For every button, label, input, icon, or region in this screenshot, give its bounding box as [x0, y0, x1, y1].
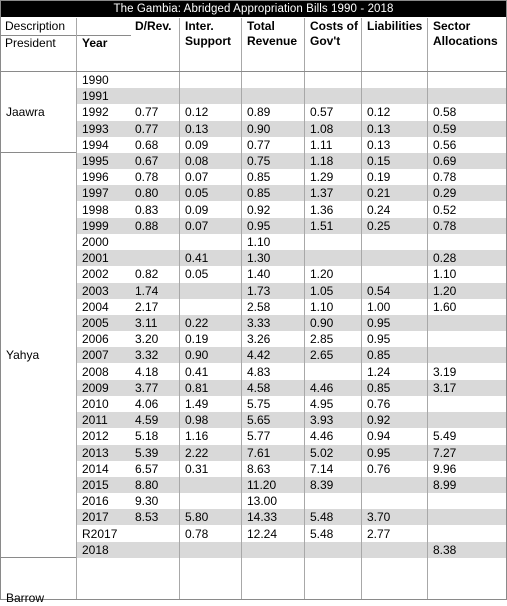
table-row — [76, 299, 506, 315]
table-row — [76, 526, 506, 542]
sector-cell: 1.60 — [433, 299, 457, 314]
table-row — [76, 331, 506, 347]
drev-cell: 8.53 — [135, 510, 159, 525]
table-grid — [1, 18, 506, 605]
drev-cell: 5.18 — [135, 429, 159, 444]
liabilities-cell — [363, 266, 367, 282]
total-revenue-cell: 11.20 — [247, 478, 277, 492]
inter-support-cell: 5.80 — [185, 510, 209, 525]
header-president: President — [5, 36, 56, 50]
total-revenue-cell: 0.95 — [247, 218, 271, 233]
total-revenue-cell — [243, 72, 247, 88]
costs-cell: 4.46 — [310, 429, 334, 444]
costs-cell — [306, 234, 310, 250]
inter-support-cell: 0.09 — [185, 202, 209, 217]
year-cell: 2018 — [82, 542, 109, 557]
sector-cell: 1.20 — [433, 283, 457, 298]
year-cell: 2010 — [82, 397, 109, 411]
total-revenue-cell: 5.77 — [247, 429, 271, 444]
table-row — [76, 493, 506, 509]
total-revenue-cell: 0.77 — [247, 137, 271, 152]
table-row — [76, 364, 506, 380]
year-cell: 2007 — [82, 348, 109, 363]
year-cell: 1996 — [82, 170, 109, 185]
costs-cell: 2.85 — [310, 332, 334, 347]
costs-cell: 5.02 — [310, 445, 334, 460]
table-row — [76, 445, 506, 461]
table-row — [76, 461, 506, 477]
costs-cell — [306, 364, 310, 380]
liabilities-cell: 1.00 — [367, 299, 391, 314]
sector-cell — [429, 331, 433, 347]
sector-cell: 5.49 — [433, 429, 457, 444]
sector-cell — [429, 315, 433, 331]
inter-support-cell — [181, 542, 185, 558]
drev-cell: 4.18 — [135, 364, 159, 379]
table-row — [76, 412, 506, 428]
drev-cell: 0.77 — [135, 121, 159, 136]
total-revenue-cell: 3.26 — [247, 332, 271, 347]
sector-cell: 0.56 — [433, 137, 457, 152]
drev-cell: 0.88 — [135, 218, 159, 233]
table-row — [76, 477, 506, 493]
inter-support-cell — [181, 477, 185, 493]
costs-cell: 1.18 — [310, 154, 334, 168]
liabilities-cell: 0.95 — [367, 445, 391, 460]
drev-cell: 0.78 — [135, 170, 159, 185]
column-divider — [361, 18, 362, 599]
sector-cell — [429, 412, 433, 428]
drev-cell — [131, 72, 135, 88]
year-cell: 2008 — [82, 364, 109, 379]
header-inter-support: Inter. Support — [185, 19, 231, 48]
inter-support-cell: 0.31 — [185, 461, 209, 476]
total-revenue-cell: 12.24 — [247, 526, 278, 541]
inter-support-cell: 0.98 — [185, 413, 209, 428]
total-revenue-cell: 0.85 — [247, 170, 271, 185]
president-name: Barrow — [6, 591, 45, 605]
table-row — [76, 88, 506, 104]
year-cell: 2003 — [82, 283, 109, 298]
year-cell: 2016 — [82, 494, 109, 509]
drev-cell — [131, 88, 135, 104]
table-row — [76, 315, 506, 331]
liabilities-cell: 3.70 — [367, 510, 391, 525]
costs-cell: 1.05 — [310, 283, 334, 298]
drev-cell — [131, 526, 135, 542]
president-group-jaawra — [1, 71, 76, 153]
liabilities-cell: 0.21 — [367, 186, 391, 201]
year-cell: 1999 — [82, 218, 109, 233]
sector-cell: 3.19 — [433, 364, 457, 379]
total-revenue-cell — [243, 542, 247, 558]
sector-cell — [429, 526, 433, 542]
year-cell: 2012 — [82, 429, 109, 444]
table-row — [76, 509, 506, 525]
costs-cell: 3.93 — [310, 413, 334, 428]
sector-cell — [429, 347, 433, 363]
year-cell: 2011 — [82, 413, 108, 428]
sector-cell — [429, 509, 433, 525]
costs-cell: 1.08 — [310, 121, 334, 136]
table-row — [76, 185, 506, 201]
liabilities-cell: 0.15 — [367, 154, 391, 168]
costs-cell — [306, 542, 310, 558]
costs-cell: 1.20 — [310, 267, 334, 282]
total-revenue-cell: 0.75 — [247, 154, 271, 168]
total-revenue-cell: 5.75 — [247, 397, 271, 411]
drev-cell: 1.74 — [135, 283, 159, 298]
liabilities-cell: 0.92 — [367, 413, 391, 428]
total-revenue-cell: 7.61 — [247, 445, 271, 460]
sector-cell: 0.69 — [433, 154, 457, 168]
sector-cell: 8.99 — [433, 478, 457, 492]
sector-cell: 9.96 — [433, 461, 457, 476]
header-costs-of-govt: Costs of Gov't — [310, 19, 358, 48]
year-cell: 2015 — [82, 478, 109, 492]
liabilities-cell: 0.13 — [367, 121, 391, 136]
sector-cell: 0.58 — [433, 105, 457, 120]
inter-support-cell: 0.05 — [185, 267, 209, 282]
inter-support-cell: 0.13 — [185, 121, 209, 136]
costs-cell: 1.51 — [310, 218, 334, 233]
liabilities-cell: 2.77 — [367, 526, 391, 541]
drev-cell: 4.59 — [135, 413, 159, 428]
liabilities-cell: 0.13 — [367, 137, 391, 152]
drev-cell: 0.83 — [135, 202, 159, 217]
drev-cell — [131, 250, 135, 266]
table-row — [76, 283, 506, 299]
total-revenue-cell: 1.30 — [247, 251, 271, 266]
inter-support-cell: 0.07 — [185, 218, 209, 233]
header-divider — [1, 35, 131, 36]
table-row — [76, 542, 506, 558]
costs-cell: 4.46 — [310, 380, 334, 395]
column-divider — [304, 18, 305, 599]
total-revenue-cell: 0.89 — [247, 105, 271, 120]
table-row — [76, 153, 506, 169]
table-row — [76, 121, 506, 137]
costs-cell — [306, 72, 310, 88]
liabilities-cell — [363, 493, 367, 509]
sector-cell: 3.17 — [433, 380, 457, 395]
drev-cell: 3.77 — [135, 380, 159, 395]
costs-cell: 1.11 — [310, 137, 333, 152]
inter-support-cell: 1.16 — [185, 429, 209, 444]
drev-cell: 0.80 — [135, 186, 159, 201]
header-liabilities: Liabilities — [367, 19, 423, 33]
liabilities-cell — [363, 477, 367, 493]
liabilities-cell: 0.94 — [367, 429, 391, 444]
table-row — [76, 218, 506, 234]
sector-cell: 8.38 — [433, 542, 457, 557]
liabilities-cell — [363, 250, 367, 266]
drev-cell: 0.82 — [135, 267, 159, 282]
liabilities-cell: 0.54 — [367, 283, 391, 298]
year-cell: 2002 — [82, 267, 109, 282]
costs-cell: 5.48 — [310, 510, 334, 525]
total-revenue-cell — [243, 88, 247, 104]
liabilities-cell — [363, 72, 367, 88]
inter-support-cell — [181, 493, 185, 509]
table-row — [76, 380, 506, 396]
sector-cell — [429, 88, 433, 104]
table-row — [76, 202, 506, 218]
president-name: Jaawra — [6, 105, 45, 119]
sector-cell — [429, 72, 433, 88]
year-cell: 2006 — [82, 332, 109, 347]
year-cell: 1991 — [82, 89, 109, 104]
inter-support-cell — [181, 72, 185, 88]
costs-cell — [306, 88, 310, 104]
inter-support-cell: 0.41 — [185, 251, 209, 266]
costs-cell: 2.65 — [310, 348, 334, 363]
column-divider — [241, 18, 242, 599]
table-row — [76, 234, 506, 250]
costs-cell: 0.90 — [310, 316, 334, 330]
liabilities-cell: 0.95 — [367, 332, 391, 347]
total-revenue-cell: 0.90 — [247, 121, 271, 136]
drev-cell: 3.32 — [135, 348, 159, 363]
sector-cell: 0.29 — [433, 186, 457, 201]
year-cell: 1995 — [82, 154, 109, 168]
inter-support-cell: 0.22 — [185, 316, 209, 330]
drev-cell: 0.68 — [135, 137, 159, 152]
column-divider — [76, 18, 77, 599]
costs-cell: 1.36 — [310, 202, 334, 217]
drev-cell — [131, 542, 135, 558]
drev-cell: 0.77 — [135, 105, 159, 120]
costs-cell: 7.14 — [310, 461, 334, 476]
costs-cell — [306, 250, 310, 266]
costs-cell: 4.95 — [310, 397, 334, 411]
liabilities-cell: 0.85 — [367, 380, 391, 395]
total-revenue-cell: 14.33 — [247, 510, 278, 525]
table-title: The Gambia: Abridged Appropriation Bills 1990 - 2018 — [1, 1, 506, 17]
liabilities-cell: 0.76 — [367, 397, 391, 411]
inter-support-cell — [181, 234, 185, 250]
inter-support-cell: 0.41 — [185, 364, 209, 379]
total-revenue-cell: 3.33 — [247, 316, 271, 330]
inter-support-cell: 0.08 — [185, 154, 209, 168]
header-bottom-border — [1, 71, 506, 72]
column-divider — [179, 18, 180, 599]
year-cell: R2017 — [82, 526, 118, 541]
year-cell: 1994 — [82, 137, 109, 152]
inter-support-cell: 0.05 — [185, 186, 209, 201]
inter-support-cell: 0.90 — [185, 348, 209, 363]
drev-cell: 4.06 — [135, 397, 159, 411]
year-cell: 1997 — [82, 186, 109, 201]
sector-cell: 0.78 — [433, 218, 457, 233]
liabilities-cell — [363, 88, 367, 104]
header-sector-allocations: Sector Allocations — [433, 19, 498, 48]
year-cell: 2001 — [82, 251, 109, 266]
year-cell: 1990 — [82, 73, 109, 87]
inter-support-cell: 0.78 — [185, 526, 209, 541]
table-row — [76, 250, 506, 266]
drev-cell: 2.17 — [135, 299, 159, 314]
year-cell: 1993 — [82, 121, 109, 136]
total-revenue-cell: 2.58 — [247, 299, 271, 314]
table-row — [76, 104, 506, 120]
drev-cell: 0.67 — [135, 154, 159, 168]
president-group-yahya — [1, 152, 76, 558]
costs-cell: 1.10 — [310, 299, 334, 314]
sector-cell — [429, 493, 433, 509]
inter-support-cell: 2.22 — [185, 445, 209, 460]
table-row — [76, 169, 506, 185]
liabilities-cell — [363, 542, 367, 558]
liabilities-cell: 0.19 — [367, 170, 391, 185]
year-cell: 2017 — [82, 510, 109, 525]
year-cell: 2009 — [82, 380, 109, 395]
total-revenue-cell: 8.63 — [247, 461, 271, 476]
table-row — [76, 347, 506, 363]
total-revenue-cell: 4.58 — [247, 380, 271, 395]
liabilities-cell — [363, 234, 367, 250]
drev-cell: 3.11 — [135, 316, 158, 330]
costs-cell: 0.57 — [310, 105, 334, 120]
inter-support-cell — [181, 88, 185, 104]
total-revenue-cell: 4.83 — [247, 364, 271, 379]
drev-cell: 5.39 — [135, 445, 159, 460]
sector-cell: 0.59 — [433, 121, 457, 136]
header-description: Description — [5, 19, 66, 33]
inter-support-cell — [181, 299, 185, 315]
sector-cell: 0.28 — [433, 251, 457, 266]
table-row — [76, 137, 506, 153]
year-cell: 1992 — [82, 105, 109, 120]
sector-cell: 7.27 — [433, 445, 457, 460]
sector-cell: 0.52 — [433, 202, 457, 217]
table-row — [76, 428, 506, 444]
president-name: Yahya — [6, 348, 40, 362]
header-total-revenue: Total Revenue — [247, 19, 298, 48]
liabilities-cell: 0.95 — [367, 316, 391, 330]
year-cell: 2014 — [82, 461, 109, 476]
drev-cell: 9.30 — [135, 494, 159, 509]
costs-cell: 1.29 — [310, 170, 334, 185]
year-cell: 2013 — [82, 445, 109, 460]
year-cell: 2005 — [82, 316, 109, 330]
costs-cell: 5.48 — [310, 526, 334, 541]
table-row — [76, 266, 506, 282]
column-divider — [427, 18, 428, 599]
header-drev: D/Rev. — [135, 19, 172, 33]
inter-support-cell: 0.19 — [185, 332, 209, 347]
sector-cell — [429, 234, 433, 250]
total-revenue-cell: 0.92 — [247, 202, 271, 217]
year-cell: 1998 — [82, 202, 109, 217]
inter-support-cell: 0.12 — [185, 105, 209, 120]
president-group-barrow — [1, 557, 76, 606]
costs-cell — [306, 493, 310, 509]
total-revenue-cell: 1.10 — [247, 235, 271, 249]
sector-cell: 1.10 — [433, 267, 457, 282]
table-row — [76, 396, 506, 412]
drev-cell: 6.57 — [135, 461, 159, 476]
total-revenue-cell: 4.42 — [247, 348, 271, 363]
inter-support-cell: 1.49 — [185, 397, 209, 411]
year-cell: 2000 — [82, 235, 109, 249]
inter-support-cell: 0.09 — [185, 137, 209, 152]
inter-support-cell: 0.81 — [185, 380, 209, 395]
total-revenue-cell: 0.85 — [247, 186, 271, 201]
sector-cell: 0.78 — [433, 170, 457, 185]
sector-cell — [429, 396, 433, 412]
liabilities-cell: 0.12 — [367, 105, 391, 120]
drev-cell: 8.80 — [135, 478, 159, 492]
header-year: Year — [82, 36, 108, 50]
liabilities-cell: 0.24 — [367, 202, 391, 217]
costs-cell: 8.39 — [310, 478, 334, 492]
total-revenue-cell: 13.00 — [247, 494, 278, 509]
year-cell: 2004 — [82, 299, 109, 314]
inter-support-cell: 0.07 — [185, 170, 209, 185]
total-revenue-cell: 5.65 — [247, 413, 271, 428]
total-revenue-cell: 1.73 — [247, 283, 271, 298]
drev-cell — [131, 234, 135, 250]
inter-support-cell — [181, 283, 185, 299]
liabilities-cell: 0.85 — [367, 348, 391, 363]
costs-cell: 1.37 — [310, 186, 334, 201]
liabilities-cell: 1.24 — [367, 364, 391, 379]
liabilities-cell: 0.25 — [367, 218, 391, 233]
total-revenue-cell: 1.40 — [247, 267, 271, 282]
table-row — [76, 72, 506, 88]
drev-cell: 3.20 — [135, 332, 159, 347]
liabilities-cell: 0.76 — [367, 461, 391, 476]
